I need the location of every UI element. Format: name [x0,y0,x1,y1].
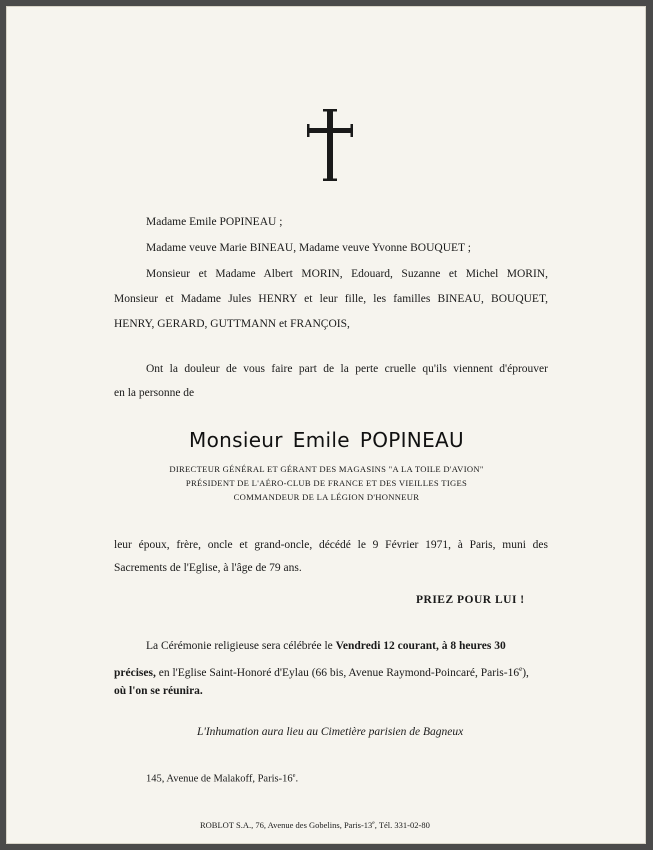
family-line-4: Monsieur et Madame Jules HENRY et leur fille, les familles BINEAU, BOUQUET, [114,293,548,305]
ceremony-line-1 [146,639,506,653]
deceased-title-2: PRÉSIDENT DE L'AÉRO-CLUB DE FRANCE ET DES VIEILLES TIGES [185,478,468,488]
family-line-2: Madame veuve Marie BINEAU, Madame veuve Yvonne BOUQUET ; [146,242,471,254]
ceremony-date-time: Vendredi 12 courant, à 8 heures 30 [335,640,506,652]
home-address [146,769,298,787]
family-line-3: Monsieur et Madame Albert MORIN, Edouard, Suzanne et Michel MORIN, [146,268,548,280]
home-address-text: 145, Avenue de Malakoff, Paris-16 [146,773,293,785]
printer-sup: e [372,820,375,826]
ceremony-location: en l'Eglise Saint-Honoré d'Eylau (66 bis, Avenue Raymond-Poincaré, Paris-16 [155,666,520,679]
printer-footer [200,816,430,832]
intro-line-1: Ont la douleur de vous faire part de la perte cruelle qu'ils viennent d'éprouver [146,363,548,375]
relation-line-1: leur époux, frère, oncle et grand-oncle, décédé le 9 Février 1971, à Paris, muni des [114,539,548,551]
deceased-name [0,428,653,452]
deceased-title-1: DIRECTEUR GÉNÉRAL ET GÉRANT DES MAGASINS "A LA TOILE D'AVION" [169,464,484,474]
ceremony-precises: précises, [114,666,156,679]
family-line-5: HENRY, GERARD, GUTTMANN et FRANÇOIS, [114,318,350,330]
deceased-last-name: POPINEAU [359,428,464,452]
ceremony-line-3: où l'on se réunira. [114,685,203,697]
intro-line-2: en la personne de [114,387,195,399]
printer-end: , Tél. 331-02-80 [374,819,430,830]
relation-line-2: Sacrements de l'Eglise, à l'âge de 79 ans. [114,562,302,574]
ceremony-location-sup: e [519,665,523,673]
deceased-first-name: Emile [292,428,350,452]
deceased-honorific: Monsieur [189,428,283,452]
family-line-1: Madame Emile POPINEAU ; [146,216,283,228]
deceased-title-3: COMMANDEUR DE LA LÉGION D'HONNEUR [233,492,420,502]
printer-text: ROBLOT S.A., 76, Avenue des Gobelins, Paris-13 [200,819,373,830]
prayer-line: PRIEZ POUR LUI ! [416,594,525,606]
ceremony-line-1-text: La Cérémonie religieuse sera célébrée le [146,640,336,652]
cross-icon [306,108,354,182]
burial-line: L'Inhumation aura lieu au Cimetière parisien de Bagneux [197,726,464,738]
home-address-sup: e [292,772,296,779]
home-address-end: . [295,773,299,785]
ceremony-line-2 [114,662,529,680]
ceremony-location-end: ), [522,666,529,679]
